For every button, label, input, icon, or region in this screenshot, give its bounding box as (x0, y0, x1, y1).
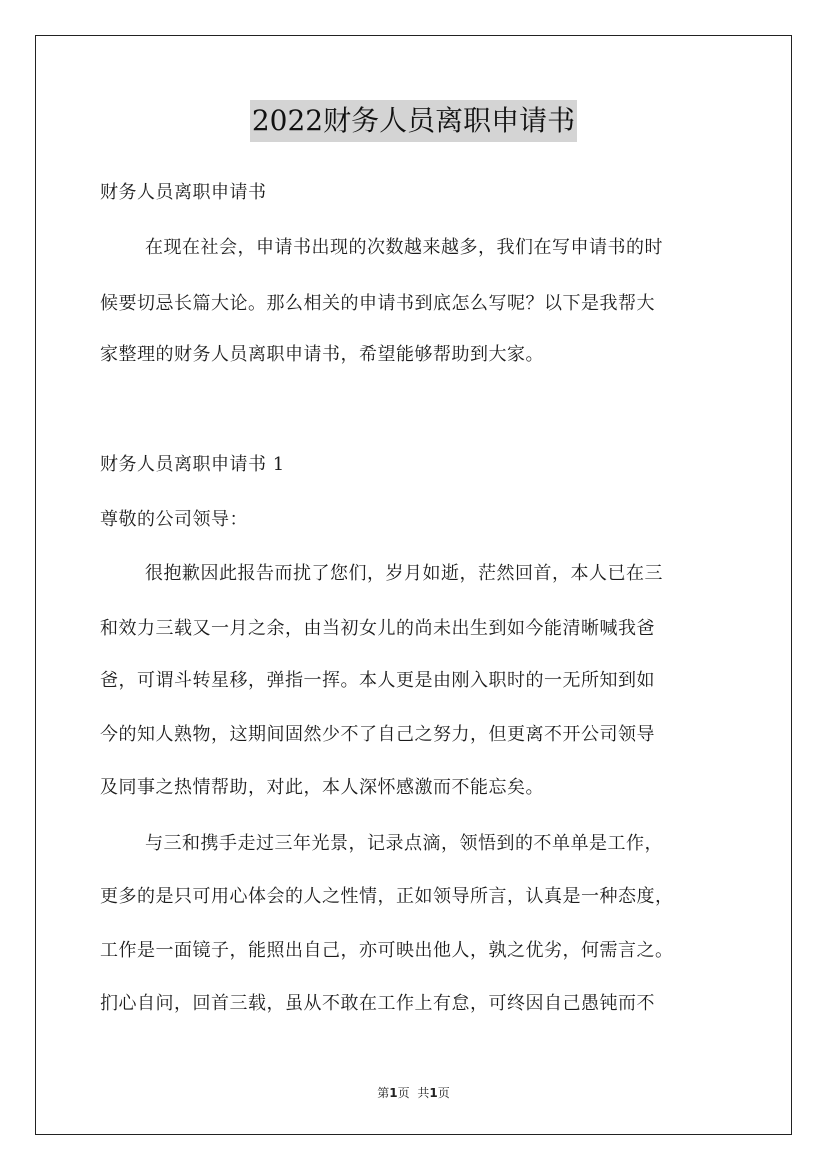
paragraph-line: 工作是一面镜子，能照出自己，亦可映出他人，孰之优劣，何需言之。 (100, 940, 674, 961)
footer-total-pages: 1 (429, 1086, 438, 1100)
paragraph-line: 及同事之热情帮助，对此，本人深怀感激而不能忘矣。 (100, 777, 544, 798)
paragraph-line: 今的知人熟物，这期间固然少不了自己之努力，但更离不开公司领导 (100, 724, 655, 745)
paragraph-line: 在现在社会，申请书出现的次数越来越多，我们在写申请书的时 (145, 237, 663, 258)
footer-total-suffix: 页 (437, 1086, 450, 1100)
paragraph-line: 候要切忌长篇大论。那么相关的申请书到底怎么写呢？以下是我帮大 (100, 293, 655, 314)
section-heading: 财务人员离职申请书 (100, 182, 267, 203)
paragraph-line: 扪心自问，回首三载，虽从不敢在工作上有怠，可终因自己愚钝而不 (100, 993, 655, 1014)
paragraph-line: 爸，可谓斗转星移，弹指一挥。本人更是由刚入职时的一无所知到如 (100, 670, 655, 691)
paragraph-line: 很抱歉因此报告而扰了您们，岁月如逝，茫然回首，本人已在三 (145, 563, 663, 584)
footer-prefix: 第 (377, 1086, 390, 1100)
footer-current-page: 1 (389, 1086, 398, 1100)
paragraph-line: 更多的是只可用心体会的人之性情，正如领导所言，认真是一种态度， (100, 886, 674, 907)
footer-page-word: 页 (397, 1086, 410, 1100)
salutation: 尊敬的公司领导： (100, 509, 248, 530)
subsection-heading: 财务人员离职申请书 1 (100, 454, 285, 475)
paragraph-line: 和效力三载又一月之余，由当初女儿的尚未出生到如今能清晰喊我爸 (100, 618, 655, 639)
paragraph-line: 家整理的财务人员离职申请书，希望能够帮助到大家。 (100, 344, 544, 365)
document-title (0, 100, 827, 142)
page-footer (0, 1084, 827, 1101)
footer-total-prefix: 共 (417, 1086, 430, 1100)
document-title-text: 2022财务人员离职申请书 (250, 100, 577, 142)
paragraph-line: 与三和携手走过三年光景，记录点滴，领悟到的不单单是工作， (145, 833, 663, 854)
